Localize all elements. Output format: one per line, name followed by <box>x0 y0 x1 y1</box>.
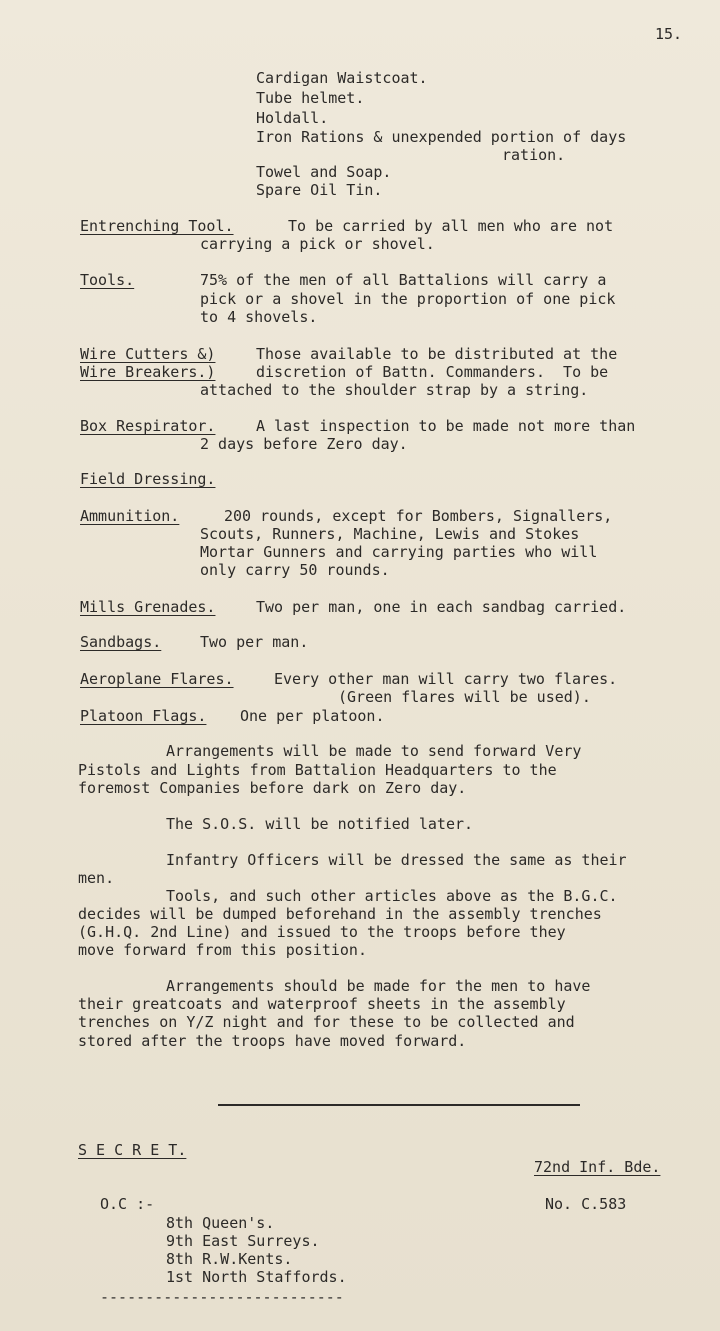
paragraph-line: Arrangements will be made to send forward Very <box>166 742 582 760</box>
brigade-label: 72nd Inf. Bde. <box>534 1158 661 1176</box>
wire-text: attached to the shoulder strap by a string. <box>200 381 589 399</box>
unit-item: 1st North Staffords. <box>166 1268 347 1286</box>
tools-text: pick or a shovel in the proportion of one pick <box>200 290 616 308</box>
mills-text: Two per man, one in each sandbag carried. <box>256 598 627 616</box>
section-divider <box>218 1104 580 1106</box>
entrenching-text: To be carried by all men who are not <box>288 217 614 235</box>
kit-item: Holdall. <box>256 109 329 127</box>
platoon-heading: Platoon Flags. <box>80 707 207 725</box>
dashed-rule: --------------------------- <box>100 1288 344 1306</box>
kit-item: Iron Rations & unexpended portion of days <box>256 128 627 146</box>
wire-heading: Wire Cutters &) <box>80 345 216 363</box>
ammunition-text: Mortar Gunners and carrying parties who will <box>200 543 598 561</box>
unit-item: 8th Queen's. <box>166 1214 275 1232</box>
box-text: 2 days before Zero day. <box>200 435 408 453</box>
wire-text: discretion of Battn. Commanders. To be <box>256 363 609 381</box>
paragraph-line: The S.O.S. will be notified later. <box>166 815 474 833</box>
paragraph-line: stored after the troops have moved forward. <box>78 1032 467 1050</box>
kit-item: ration. <box>502 146 566 164</box>
ammunition-text: 200 rounds, except for Bombers, Signallers, <box>224 507 613 525</box>
wire-text: Those available to be distributed at the <box>256 345 618 363</box>
mills-heading: Mills Grenades. <box>80 598 216 616</box>
kit-item: Cardigan Waistcoat. <box>256 69 428 87</box>
field-dressing-heading: Field Dressing. <box>80 470 216 488</box>
paragraph-line: Arrangements should be made for the men to have <box>166 977 591 995</box>
entrenching-heading: Entrenching Tool. <box>80 217 234 235</box>
paragraph-line: trenches on Y/Z night and for these to be collected and <box>78 1013 575 1031</box>
paragraph-line: men. <box>78 869 115 887</box>
platoon-text: One per platoon. <box>240 707 385 725</box>
wire-heading: Wire Breakers.) <box>80 363 216 381</box>
page-number: 15. <box>655 25 683 43</box>
unit-item: 9th East Surreys. <box>166 1232 320 1250</box>
kit-item: Towel and Soap. <box>256 163 392 181</box>
paragraph-line: Pistols and Lights from Battalion Headquarters to the <box>78 761 557 779</box>
kit-item: Tube helmet. <box>256 89 365 107</box>
aeroplane-heading: Aeroplane Flares. <box>80 670 234 688</box>
paragraph-line: foremost Companies before dark on Zero day. <box>78 779 467 797</box>
paragraph-line: decides will be dumped beforehand in the assembly trenches <box>78 905 602 923</box>
aeroplane-text: Every other man will carry two flares. <box>274 670 618 688</box>
ammunition-heading: Ammunition. <box>80 507 180 525</box>
box-text: A last inspection to be made not more than <box>256 417 636 435</box>
paragraph-line: Tools, and such other articles above as the B.G.C. <box>166 887 618 905</box>
secret-label: S E C R E T. <box>78 1141 187 1159</box>
tools-text: to 4 shovels. <box>200 308 318 326</box>
paragraph-line: move forward from this position. <box>78 941 367 959</box>
entrenching-text: carrying a pick or shovel. <box>200 235 435 253</box>
unit-item: 8th R.W.Kents. <box>166 1250 293 1268</box>
ammunition-text: only carry 50 rounds. <box>200 561 390 579</box>
paragraph-line: (G.H.Q. 2nd Line) and issued to the troops before they <box>78 923 566 941</box>
aeroplane-text: (Green flares will be used). <box>338 688 591 706</box>
tools-text: 75% of the men of all Battalions will carry a <box>200 271 607 289</box>
sandbags-heading: Sandbags. <box>80 633 162 651</box>
reference-number: No. C.583 <box>545 1195 627 1213</box>
ammunition-text: Scouts, Runners, Machine, Lewis and Stokes <box>200 525 580 543</box>
sandbags-text: Two per man. <box>200 633 309 651</box>
oc-label: O.C :- <box>100 1195 155 1213</box>
paragraph-line: their greatcoats and waterproof sheets in the assembly <box>78 995 566 1013</box>
paragraph-line: Infantry Officers will be dressed the same as their <box>166 851 627 869</box>
kit-item: Spare Oil Tin. <box>256 181 383 199</box>
box-heading: Box Respirator. <box>80 417 216 435</box>
tools-heading: Tools. <box>80 271 135 289</box>
